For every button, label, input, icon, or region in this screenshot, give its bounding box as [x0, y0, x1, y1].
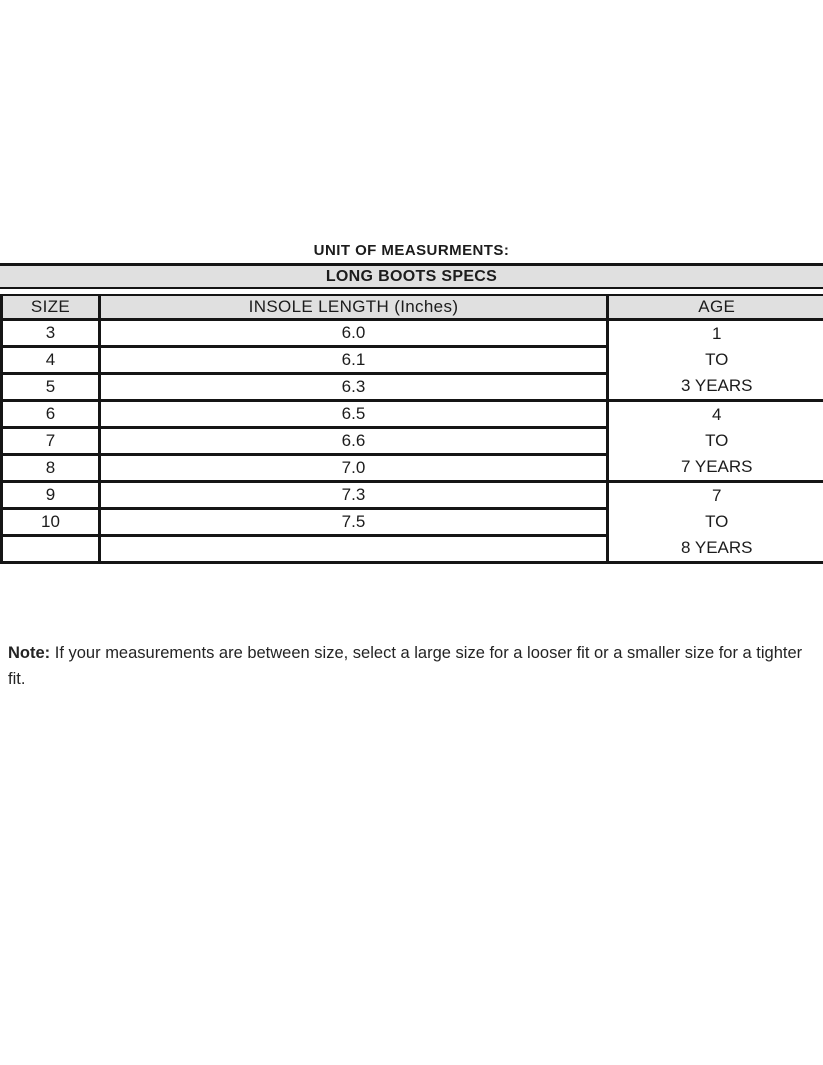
insole-cell: 7.5 — [100, 508, 608, 535]
age-group-line: TO — [609, 428, 823, 454]
age-group-line: 4 — [609, 402, 823, 428]
size-cell: 4 — [2, 346, 100, 373]
insole-cell: 7.3 — [100, 481, 608, 508]
size-cell: 7 — [2, 427, 100, 454]
age-group-line: 8 YEARS — [609, 535, 823, 561]
age-group-line: 3 YEARS — [609, 373, 823, 399]
insole-cell — [100, 535, 608, 562]
age-group-cell — [608, 400, 823, 481]
age-group-line: TO — [609, 347, 823, 373]
insole-cell: 6.1 — [100, 346, 608, 373]
fit-note — [8, 640, 811, 692]
insole-cell: 7.0 — [100, 454, 608, 481]
fit-note-text: If your measurements are between size, select a large size for a looser fit or a smaller size for a tighter fit. — [8, 644, 802, 688]
age-group-cell — [608, 319, 823, 400]
age-group-line: 1 — [609, 321, 823, 347]
column-header-insole-length: INSOLE LENGTH (Inches) — [100, 295, 608, 319]
table-row — [2, 400, 823, 427]
age-group-line: 7 YEARS — [609, 454, 823, 480]
page-title: UNIT OF MEASURMENTS: — [0, 242, 823, 260]
size-cell: 8 — [2, 454, 100, 481]
size-chart-table — [0, 294, 823, 564]
column-header-size: SIZE — [2, 295, 100, 319]
size-cell: 10 — [2, 508, 100, 535]
table-band-title: LONG BOOTS SPECS — [0, 263, 823, 289]
table-header-row — [2, 295, 823, 319]
insole-cell: 6.5 — [100, 400, 608, 427]
size-cell: 9 — [2, 481, 100, 508]
age-group-line: TO — [609, 509, 823, 535]
table-row — [2, 481, 823, 508]
insole-cell: 6.3 — [100, 373, 608, 400]
insole-cell: 6.6 — [100, 427, 608, 454]
size-cell: 6 — [2, 400, 100, 427]
fit-note-label: Note: — [8, 644, 50, 662]
age-group-line: 7 — [609, 483, 823, 509]
table-row — [2, 319, 823, 346]
size-cell: 5 — [2, 373, 100, 400]
size-cell — [2, 535, 100, 562]
column-header-age: AGE — [608, 295, 823, 319]
size-cell: 3 — [2, 319, 100, 346]
insole-cell: 6.0 — [100, 319, 608, 346]
age-group-cell — [608, 481, 823, 562]
